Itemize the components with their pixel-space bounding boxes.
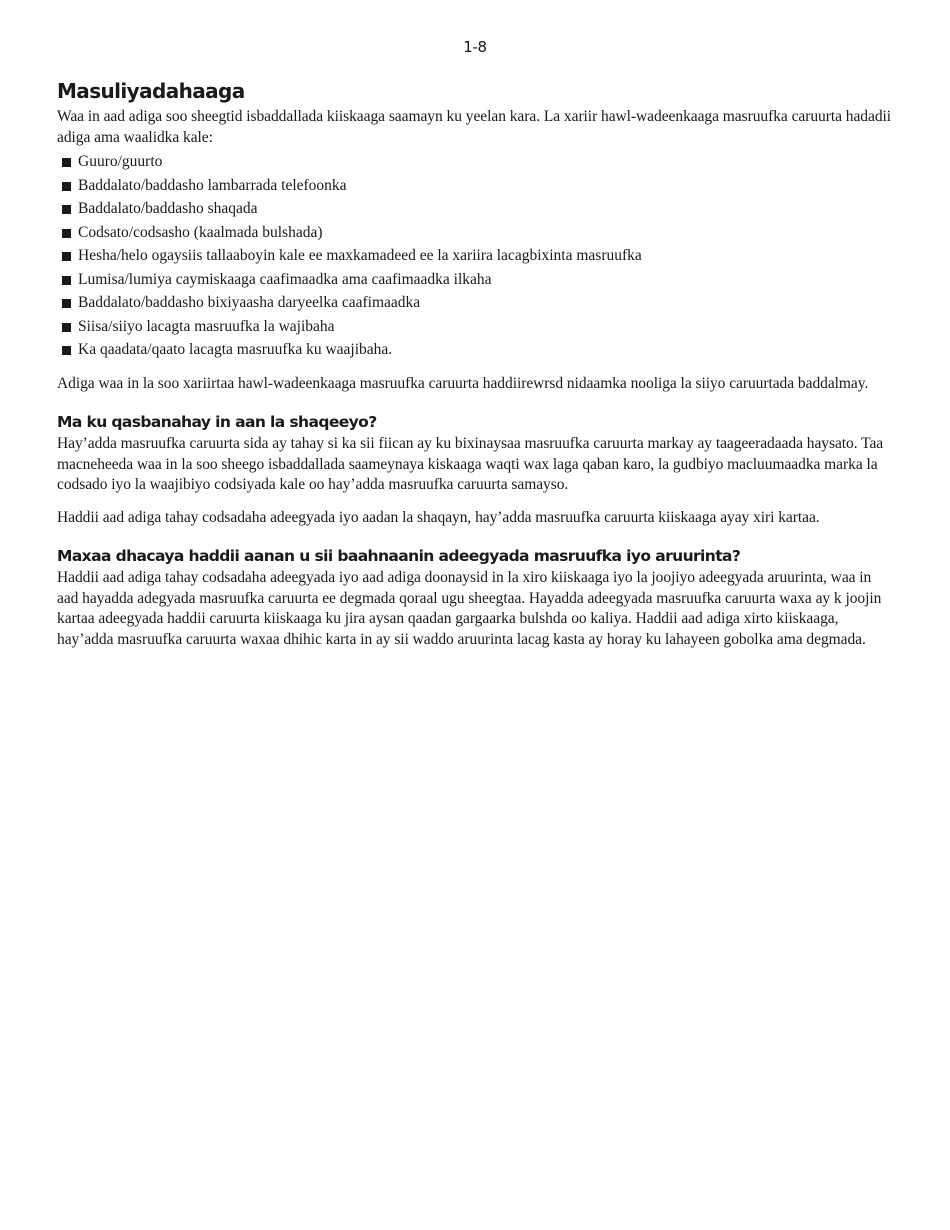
not-working-paragraph-2: Haddii aad adiga tahay codsadaha adeegyada iyo aadan la shaqayn, hay’adda masruufka caruurta kiiskaaga ayay xiri kartaa. [57, 508, 820, 526]
list-item-text: Lumisa/lumiya caymiskaaga caafimaadka ama caafimaadka ilkaha [78, 270, 492, 288]
list-item [57, 244, 893, 268]
square-bullet-icon [62, 346, 71, 355]
list-item [57, 315, 893, 339]
list-item-text: Baddalato/baddasho shaqada [78, 200, 258, 217]
square-bullet-icon [62, 205, 71, 214]
list-item-text: Codsato/codsasho (kaalmada bulshada) [78, 223, 323, 241]
list-item-text: Guuro/guurto [78, 153, 163, 170]
list-item [57, 338, 893, 362]
square-bullet-icon [62, 182, 71, 191]
square-bullet-icon [62, 276, 71, 285]
responsibilities-section [57, 78, 893, 394]
no-longer-need-paragraph: Haddii aad adiga tahay codsadaha adeegyada iyo aad adiga doonaysid in la xiro kiiskaaga iyo la joojiyo adeegyada aruurinta, waa in aad hayadda adegyada masruufka caruurta ee degmada qoraal ugu sheegtaa. Hayadda adeegyada masruufka caruurta waxa ay k joojin kartaa adeegyada haddii caruurta kiiskaaga ku jira aysan qaadan gargaarka bulshda oo kaliya. Haddii aad adiga xirto kiiskaaga, hay’adda masruufka caruurta waxaa dhihic karta in ay sii waddo aruurinta lacag kasta ay horay ku lahayeen gobolka ama degmada. [57, 569, 882, 648]
list-item [57, 221, 893, 245]
list-item-text: Ka qaadata/qaato lacagta masruufka ku waajibaha. [78, 341, 393, 358]
square-bullet-icon [62, 229, 71, 238]
list-item-text: Siisa/siiyo lacagta masruufka la wajibaha [78, 317, 335, 335]
square-bullet-icon [62, 299, 71, 308]
responsibilities-intro: Waa in aad adiga soo sheegtid isbaddallada kiiskaaga saamayn ku yeelan kara. La xariir hawl-wadeenkaaga masruufka caruurta hadadii adiga ama waalidka kale: [57, 108, 892, 146]
no-longer-need-section [57, 546, 893, 650]
responsibilities-list [57, 150, 893, 362]
square-bullet-icon [62, 158, 71, 167]
list-item [57, 197, 893, 221]
list-item [57, 174, 893, 198]
not-working-paragraph-1: Hay’adda masruufka caruurta sida ay tahay si ka sii fiican ay ku bixinaysaa masruufka caruurta markay ay taageeradaada haysato. Taa macneheeda waa in la soo sheego isbaddallada saameynaya kiskaaga waqti wax laga qaban karo, la gudbiyo macluumaadka marka la codsado iyo la waajibiyo codsiyada kale oo hay’adda masruufka caruurta samayso. [57, 435, 884, 493]
list-item-text: Hesha/helo ogaysiis tallaaboyin kale ee maxkamadeed ee la xariira lacagbixinta masruufka [78, 247, 642, 264]
document-content [57, 78, 893, 650]
square-bullet-icon [62, 323, 71, 332]
not-working-heading: Ma ku qasbanahay in aan la shaqeeyo? [57, 413, 377, 431]
list-item-text: Baddalato/baddasho lambarrada telefoonka [78, 176, 347, 194]
no-longer-need-heading: Maxaa dhacaya haddii aanan u sii baahnaanin adeegyada masruufka iyo aruurinta? [57, 547, 741, 565]
responsibilities-closing: Adiga waa in la soo xariirtaa hawl-wadeenkaaga masruufka caruurta haddiirewrsd nidaamka nooliga la siiyo caruurtada baddalmay. [57, 374, 869, 392]
not-working-section [57, 412, 893, 528]
square-bullet-icon [62, 252, 71, 261]
responsibilities-heading: Masuliyadahaaga [57, 79, 245, 103]
list-item [57, 268, 893, 292]
page-number: 1-8 [463, 38, 487, 56]
list-item [57, 291, 893, 315]
list-item-text: Baddalato/baddasho bixiyaasha daryeelka caafimaadka [78, 294, 421, 311]
list-item [57, 150, 893, 174]
